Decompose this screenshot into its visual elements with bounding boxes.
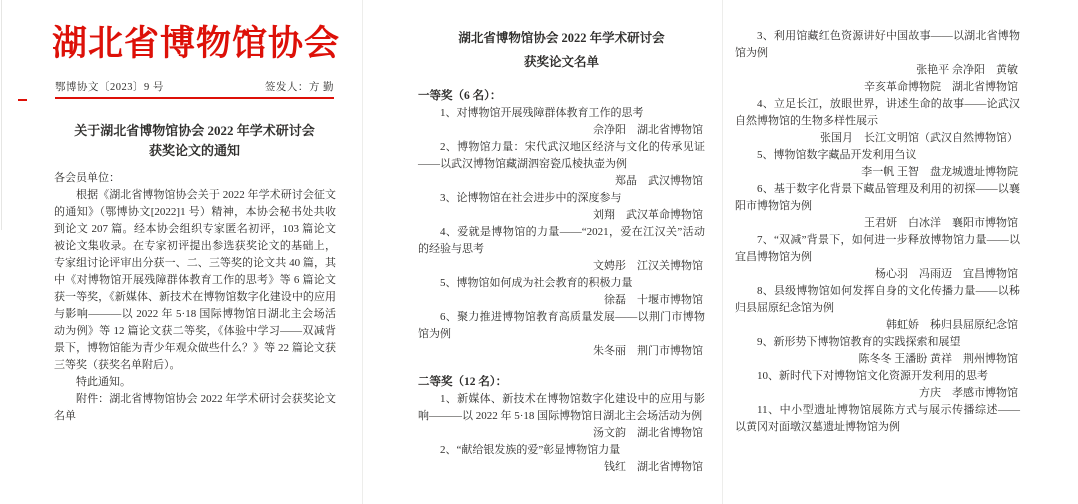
paper-title: 9、新形势下博物馆教育的实践探索和展望 [757, 336, 961, 348]
paper-authors: 方庆 孝感市博物馆 [919, 387, 1018, 399]
paper-title: 4、立足长江，放眼世界，讲述生命的故事——论武汉自然博物馆的生物多样性展示 [735, 98, 1020, 127]
paper-authors: 杨心羽 冯雨迈 宜昌博物馆 [875, 268, 1018, 280]
paper-title: 8、县级博物馆如何发挥自身的文化传播力量——以秭归县屈原纪念馆为例 [735, 285, 1020, 314]
list-title-line1: 湖北省博物馆协会 2022 年学术研讨会 [458, 31, 665, 45]
letterhead-org-name: 湖北省博物馆协会 [52, 24, 341, 63]
red-divider-rule [55, 97, 334, 99]
paper-authors: 郑晶 武汉博物馆 [615, 175, 703, 187]
paper-authors: 汤文韵 湖北省博物馆 [593, 427, 703, 439]
paper-item [735, 368, 1020, 402]
doc-reference-row [55, 79, 334, 94]
paper-title: 7、“双减”背景下，如何进一步释放博物馆力量——以宜昌博物馆为例 [735, 234, 1020, 263]
first-prize-header: 一等奖（6 名）： [418, 90, 502, 102]
paper-title: 5、博物馆数字藏品开发利用刍议 [757, 149, 917, 161]
paper-title: 1、对博物馆开展残障群体教育工作的思考 [440, 107, 644, 119]
paper-title: 3、论博物馆在社会进步中的深度参与 [440, 192, 622, 204]
paper-item [735, 28, 1020, 96]
paper-authors: 陈冬冬 王潘盼 黄祥 荆州博物馆 [858, 353, 1018, 365]
paper-title: 1、新媒体、新技术在博物馆数字化建设中的应用与影响———以 2022 年 5·18 国际博物馆日湖北主会场活动为例 [418, 393, 705, 422]
paper-title: 3、利用馆藏红色资源讲好中国故事——以湖北省博物馆为例 [735, 30, 1020, 59]
notice-body [54, 170, 336, 425]
paper-title: 2、“献给银发族的爱”彰显博物馆力量 [440, 444, 621, 456]
closing-line: 特此通知。 [76, 376, 131, 388]
page-notice [0, 0, 362, 504]
paper-title: 4、爱就是博物馆的力量——“2021，爱在江汉关”活动的经验与思考 [418, 226, 705, 255]
list-title [418, 26, 705, 74]
paper-title: 11、中小型遗址博物馆展陈方式与展示传播综述——以黄冈对面墩汉墓遗址博物馆为例 [735, 404, 1020, 433]
paper-item [735, 181, 1020, 232]
paper-item [418, 224, 705, 275]
second-prize-header: 二等奖（12 名）： [418, 376, 508, 388]
paper-item [418, 442, 705, 476]
paper-item [418, 275, 705, 309]
paper-item [735, 402, 1020, 436]
paper-item [735, 283, 1020, 334]
paper-authors: 刘翔 武汉革命博物馆 [593, 209, 703, 221]
notice-title [55, 121, 334, 161]
paper-item [735, 96, 1020, 147]
paper-item [418, 190, 705, 224]
doc-number: 鄂博协文〔2023〕9 号 [55, 82, 164, 93]
paper-item [735, 147, 1020, 181]
paper-authors: 张艳平 佘净阳 黄敏 [916, 64, 1018, 76]
paper-item [418, 309, 705, 360]
paper-authors: 钱红 湖北省博物馆 [604, 461, 703, 473]
paper-title: 5、博物馆如何成为社会教育的积极力量 [440, 277, 633, 289]
paper-item [418, 391, 705, 442]
page-award-list-1 [362, 0, 722, 504]
paper-authors: 徐磊 十堰市博物馆 [604, 294, 703, 306]
paper-item [418, 105, 705, 139]
paper-title: 2、博物馆力量：宋代武汉地区经济与文化的传承见证——以武汉博物馆藏湖泗窑瓷瓜棱执壶为例 [418, 141, 705, 170]
paper-item [418, 139, 705, 190]
paper-authors: 辛亥革命博物院 湖北省博物馆 [864, 81, 1018, 93]
paper-title: 10、新时代下对博物馆文化资源开发利用的思考 [757, 370, 988, 382]
paper-authors: 韩虹娇 秭归县屈原纪念馆 [886, 319, 1018, 331]
paper-authors: 张国月 长江文明馆（武汉自然博物馆） [820, 132, 1018, 144]
list-title-line2: 获奖论文名单 [523, 55, 599, 69]
notice-paragraph: 根据《湖北省博物馆协会关于 2022 年学术研讨会征文的通知》（鄂博协文[2022]1 号）精神，本协会秘书处共收到论文 207 篇。经本协会组织专家匿名初评，103 篇论文被论文集收录。在专家初评提出参选获奖论文的基础上，专家组讨论评审出分获一、二、三等奖的论文共 40 篇，其中《对博物馆开展残障群体教育工作的思考》等 6 篇论文获一等奖，《新媒体、新技术在博物馆数字化建设中的应用与影响———以 2022 年 5·18 国际博物馆日湖北主会场活动为例》等 12 篇论文获二等奖，《体验中学习——双减背景下，博物馆能为青少年观众做些什么？》等 22 篇论文获三等奖（获奖名单附后）。 [54, 189, 336, 371]
attachment-line: 附件：湖北省博物馆协会 2022 年学术研讨会获奖论文名单 [54, 393, 336, 422]
paper-title: 6、聚力推进博物馆教育高质量发展——以荆门市博物馆为例 [418, 311, 705, 340]
paper-authors: 文娉彤 江汉关博物馆 [593, 260, 703, 272]
paper-authors: 李一帆 王智 盘龙城遗址博物院 [861, 166, 1018, 178]
notice-title-line1: 关于湖北省博物馆协会 2022 年学术研讨会 [74, 123, 315, 138]
paper-item [735, 334, 1020, 368]
red-divider-tick [18, 99, 27, 101]
paper-authors: 王君妍 白冰洋 襄阳市博物馆 [864, 217, 1018, 229]
page-award-list-2 [722, 0, 1078, 504]
salutation: 各会员单位： [54, 172, 120, 184]
issuer-name: 签发人：方 勤 [264, 82, 334, 93]
paper-authors: 佘净阳 湖北省博物馆 [593, 124, 703, 136]
paper-item [735, 232, 1020, 283]
paper-title: 6、基于数字化背景下藏品管理及利用的初探——以襄阳市博物馆为例 [735, 183, 1020, 212]
notice-title-line2: 获奖论文的通知 [148, 143, 240, 158]
paper-authors: 朱冬丽 荆门市博物馆 [593, 345, 703, 357]
